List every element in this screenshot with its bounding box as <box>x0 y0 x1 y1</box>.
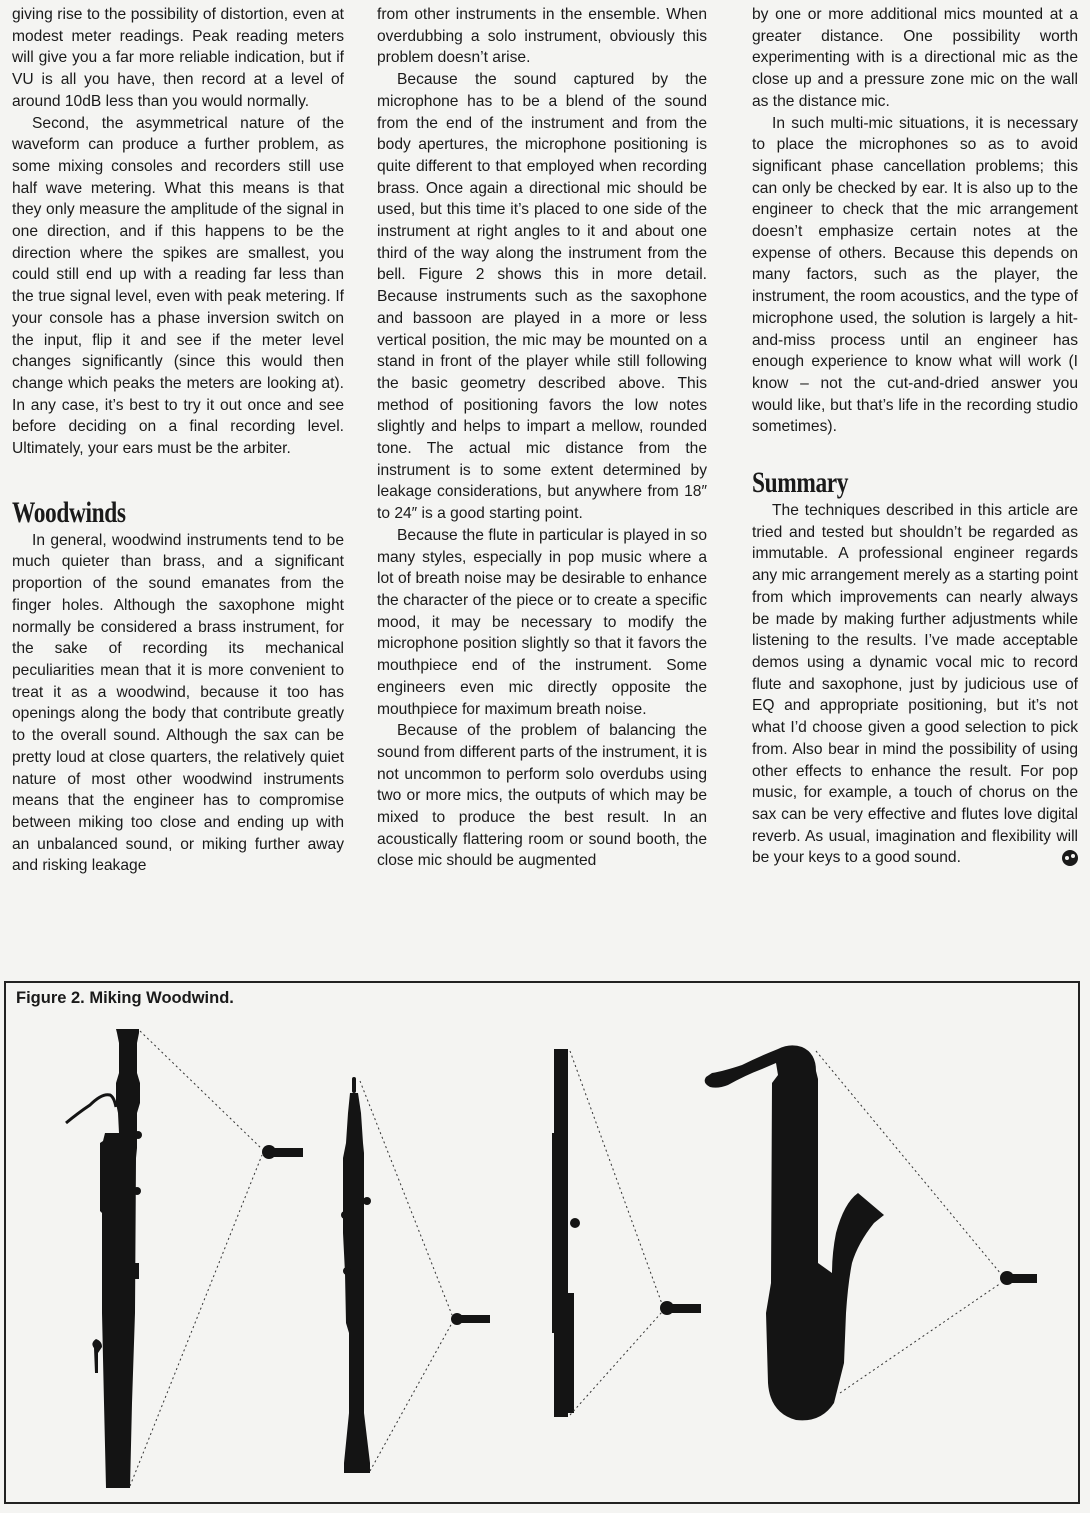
article-column-3 <box>752 4 1078 869</box>
section-heading-woodwinds: Woodwinds <box>12 495 126 529</box>
oboe-icon <box>341 1077 371 1473</box>
paragraph: from other instruments in the ensemble. When overdubbing a solo instrument, obviously this problem doesn’t arise. <box>377 6 707 67</box>
end-of-article-icon <box>1062 850 1078 866</box>
figure-caption: Figure 2. Miking Woodwind. <box>16 989 234 1007</box>
paragraph: Second, the asymmetrical nature of the waveform can produce a further problem, as some mixing consoles and recorders still use half wave metering. What this means is that they only measure the amplitude of the signal in one direction, and if this happens to be the direction where the spikes are smallest, you could still end up with a reading far less than the true signal level, even with peak metering. If your console has a phase inversion switch on the input, flip it and see if the meter level changes significantly (since this would then change which peaks the meters are looking at). In any case, it’s best to try it out once and see before deciding on a final recording level. Ultimately, your ears must be the arbiter. <box>12 114 344 458</box>
flute-icon <box>552 1049 580 1417</box>
paragraph: giving rise to the possibility of distortion, even at modest meter readings. Peak reading meters will give you a far more reliable indication, but if VU is all you have, then record at a level of around 10dB less than you would normally. <box>12 6 344 110</box>
article-column-2 <box>377 4 707 872</box>
paragraph-text: The techniques described in this article are tried and tested but shouldn’t be regarded as immutable. A professional engineer regards any mic arrangement merely as a starting point from which improvements can nearly always be made by making further adjustments while listening to the results. I’ve made acceptable demos using a dynamic vocal mic to record flute and saxophone, just by judicious use of EQ and appropriate positioning, but it’s not what I’d choose given a good selection to pick from. Also bear in mind the possibility of using other effects to enhance the result. For pop music, for example, a touch of chorus on the sax can be very effective and flutes love digital reverb. As usual, imagination and flexibility will be your keys to a good sound. <box>752 502 1078 867</box>
paragraph: Because the flute in particular is played in so many styles, especially in pop music where a lot of breath noise may be desirable to enhance the character of the piece or to create a specific mood, it may be necessary to modify the microphone position slightly so that it favors the mouthpiece end of the instrument. Some engineers even mic directly opposite the mouthpiece for maximum breath noise. <box>377 526 707 718</box>
paragraph: Because of the problem of balancing the sound from different parts of the instrument, it is not uncommon to perform solo overdubs using two or more mics, the outputs of which may be mixed to produce the best result. In an acoustically flattering room or sound booth, the close mic should be augmented <box>377 722 707 870</box>
microphone-icon <box>1000 1271 1037 1285</box>
paragraph: In such multi-mic situations, it is necessary to place the microphones so as to avoid significant phase cancellation problems; this can only be checked by ear. It is also up to the engineer to check that the mic arrangement doesn’t emphasize certain notes at the expense of others. Because this depends on many factors, such as the player, the instrument, the room acoustics, and the type of microphone used, the solution is largely a hit-and-miss process until an engineer has enough experience to know what will work (I know – not the cut-and-dried answer you would like, but that’s life in the recording studio sometimes). <box>752 114 1078 436</box>
paragraph <box>752 500 1078 869</box>
paragraph: Because the sound captured by the microphone has to be a blend of the sound from the end of the instrument and from the body apertures, the microphone positioning is quite different to that employed when recording brass. Once again a directional mic should be used, but this time it’s placed to one side of the instrument at right angles to it and about one third of the way along the instrument from the bell. Figure 2 shows this in more detail. Because instruments such as the saxophone and bassoon are played in a more or less vertical position, the mic may be mounted on a stand in front of the player while still following the basic geometry described above. This method of positioning favors the low notes slightly and helps to impart a mellow, rounded tone. The actual mic distance from the instrument is to some extent determined by leakage considerations, but anywhere from 18″ to 24″ is a good starting point. <box>377 71 707 523</box>
section-heading-summary: Summary <box>752 466 849 500</box>
saxophone-icon <box>705 1045 884 1420</box>
microphone-icon <box>660 1301 701 1315</box>
bassoon-icon <box>66 1029 142 1488</box>
paragraph: In general, woodwind instruments tend to be much quieter than brass, and a significant proportion of the sound emanates from the finger holes. Although the saxophone might normally be considered a brass instrument, for the sake of recording its mechanical peculiarities mean that it is more convenient to treat it as a woodwind, because it too has openings along the body that contribute greatly to the overall sound. Although the sax can be pretty loud at close quarters, the relatively quiet nature of most other woodwind instruments means that the engineer has to compromise between miking too close and ending up with an unbalanced sound, or miking further away and risking leakage <box>12 531 344 875</box>
article-column-1 <box>12 4 344 877</box>
figure-illustration <box>6 983 1078 1502</box>
paragraph: by one or more additional mics mounted at a greater distance. One possibility worth experimenting with is a directional mic as the close up and a pressure zone mic on the wall as the distance mic. <box>752 6 1078 110</box>
microphone-icon <box>262 1145 303 1159</box>
microphone-icon <box>451 1313 490 1325</box>
figure-miking-woodwind <box>4 981 1080 1504</box>
